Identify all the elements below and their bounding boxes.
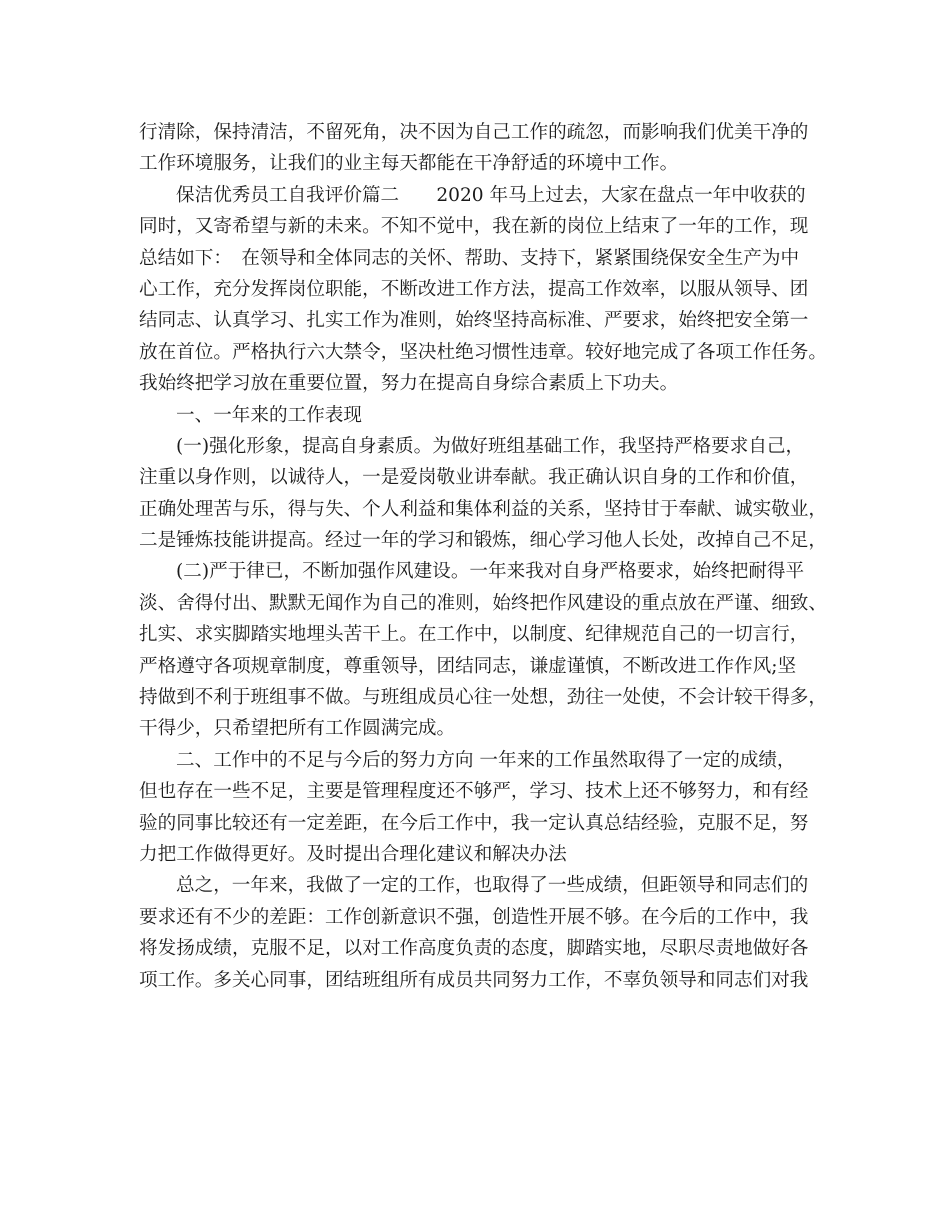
text-line: 结同志、认真学习、扎实工作为准则，始终坚持高标准、严要求，始终把安全第一 bbox=[139, 310, 809, 332]
text-line: 我始终把学习放在重要位置，努力在提高自身综合素质上下功夫。 bbox=[139, 373, 679, 395]
text-line: 干得少，只希望把所有工作圆满完成。 bbox=[139, 718, 456, 740]
text-line: 二、工作中的不足与今后的努力方向 一年来的工作虽然取得了一定的成绩， bbox=[176, 749, 796, 771]
text-line: 严格遵守各项规章制度，尊重领导，团结同志，谦虚谨慎，不断改进工作作风;坚 bbox=[139, 655, 797, 677]
text-line: 工作环境服务，让我们的业主每天都能在干净舒适的环境中工作。 bbox=[139, 153, 679, 175]
text-line: 行清除，保持清洁，不留死角，决不因为自己工作的疏忽，而影响我们优美干净的 bbox=[139, 122, 809, 143]
text-line: 力把工作做得更好。及时提出合理化建议和解决办法 bbox=[139, 843, 567, 865]
text-line: 项工作。多关心同事，团结班组所有成员共同努力工作，不辜负领导和同志们对我 bbox=[139, 969, 809, 991]
text-line: 同时，又寄希望与新的未来。不知不觉中，我在新的岗位上结束了一年的工作，现 bbox=[139, 216, 809, 238]
text-line: (一)强化形象，提高自身素质。为做好班组基础工作，我坚持严格要求自己， bbox=[176, 435, 805, 457]
text-line: 但也存在一些不足，主要是管理程度还不够严，学习、技术上还不够努力，和有经 bbox=[139, 781, 809, 803]
text-line: 验的同事比较还有一定差距，在今后工作中，我一定认真总结经验，克服不足，努 bbox=[139, 812, 809, 834]
text-line: 心工作，充分发挥岗位职能，不断改进工作方法，提高工作效率，以服从领导、团 bbox=[139, 278, 809, 300]
text-line: 扎实、求实脚踏实地埋头苦干上。在工作中，以制度、纪律规范自己的一切言行， bbox=[139, 624, 809, 646]
text-line: 注重以身作则，以诚待人，一是爱岗敬业讲奉献。我正确认识自身的工作和价值， bbox=[139, 467, 809, 489]
text-line: 正确处理苦与乐，得与失、个人利益和集体利益的关系，坚持甘于奉献、诚实敬业， bbox=[139, 498, 827, 520]
text-line: 要求还有不少的差距：工作创新意识不强，创造性开展不够。在今后的工作中，我 bbox=[139, 906, 809, 928]
text-line: 持做到不利于班组事不做。与班组成员心往一处想，劲往一处使，不会计较干得多， bbox=[139, 687, 827, 709]
text-line: 一、一年来的工作表现 bbox=[176, 404, 362, 426]
text-line: 保洁优秀员工自我评价篇二 2020 年马上过去，大家在盘点一年中收获的 bbox=[176, 184, 806, 206]
text-line: 总之，一年来，我做了一定的工作，也取得了一些成绩，但距领导和同志们的 bbox=[176, 875, 809, 897]
text-line: (二)严于律已，不断加强作风建设。一年来我对自身严格要求，始终把耐得平 bbox=[176, 561, 805, 583]
text-line: 总结如下： 在领导和全体同志的关怀、帮助、支持下，紧紧围绕保安全生产为中 bbox=[139, 247, 800, 269]
document-body bbox=[139, 117, 827, 996]
text-line: 将发扬成绩，克服不足，以对工作高度负责的态度，脚踏实地，尽职尽责地做好各 bbox=[139, 938, 809, 960]
text-line: 放在首位。严格执行六大禁令，坚决杜绝习惯性违章。较好地完成了各项工作任务。 bbox=[139, 341, 827, 363]
text-line: 淡、舍得付出、默默无闻作为自己的准则，始终把作风建设的重点放在严谨、细致、 bbox=[139, 592, 827, 614]
text-line: 二是锤炼技能讲提高。经过一年的学习和锻炼，细心学习他人长处，改掉自己不足， bbox=[139, 530, 827, 552]
